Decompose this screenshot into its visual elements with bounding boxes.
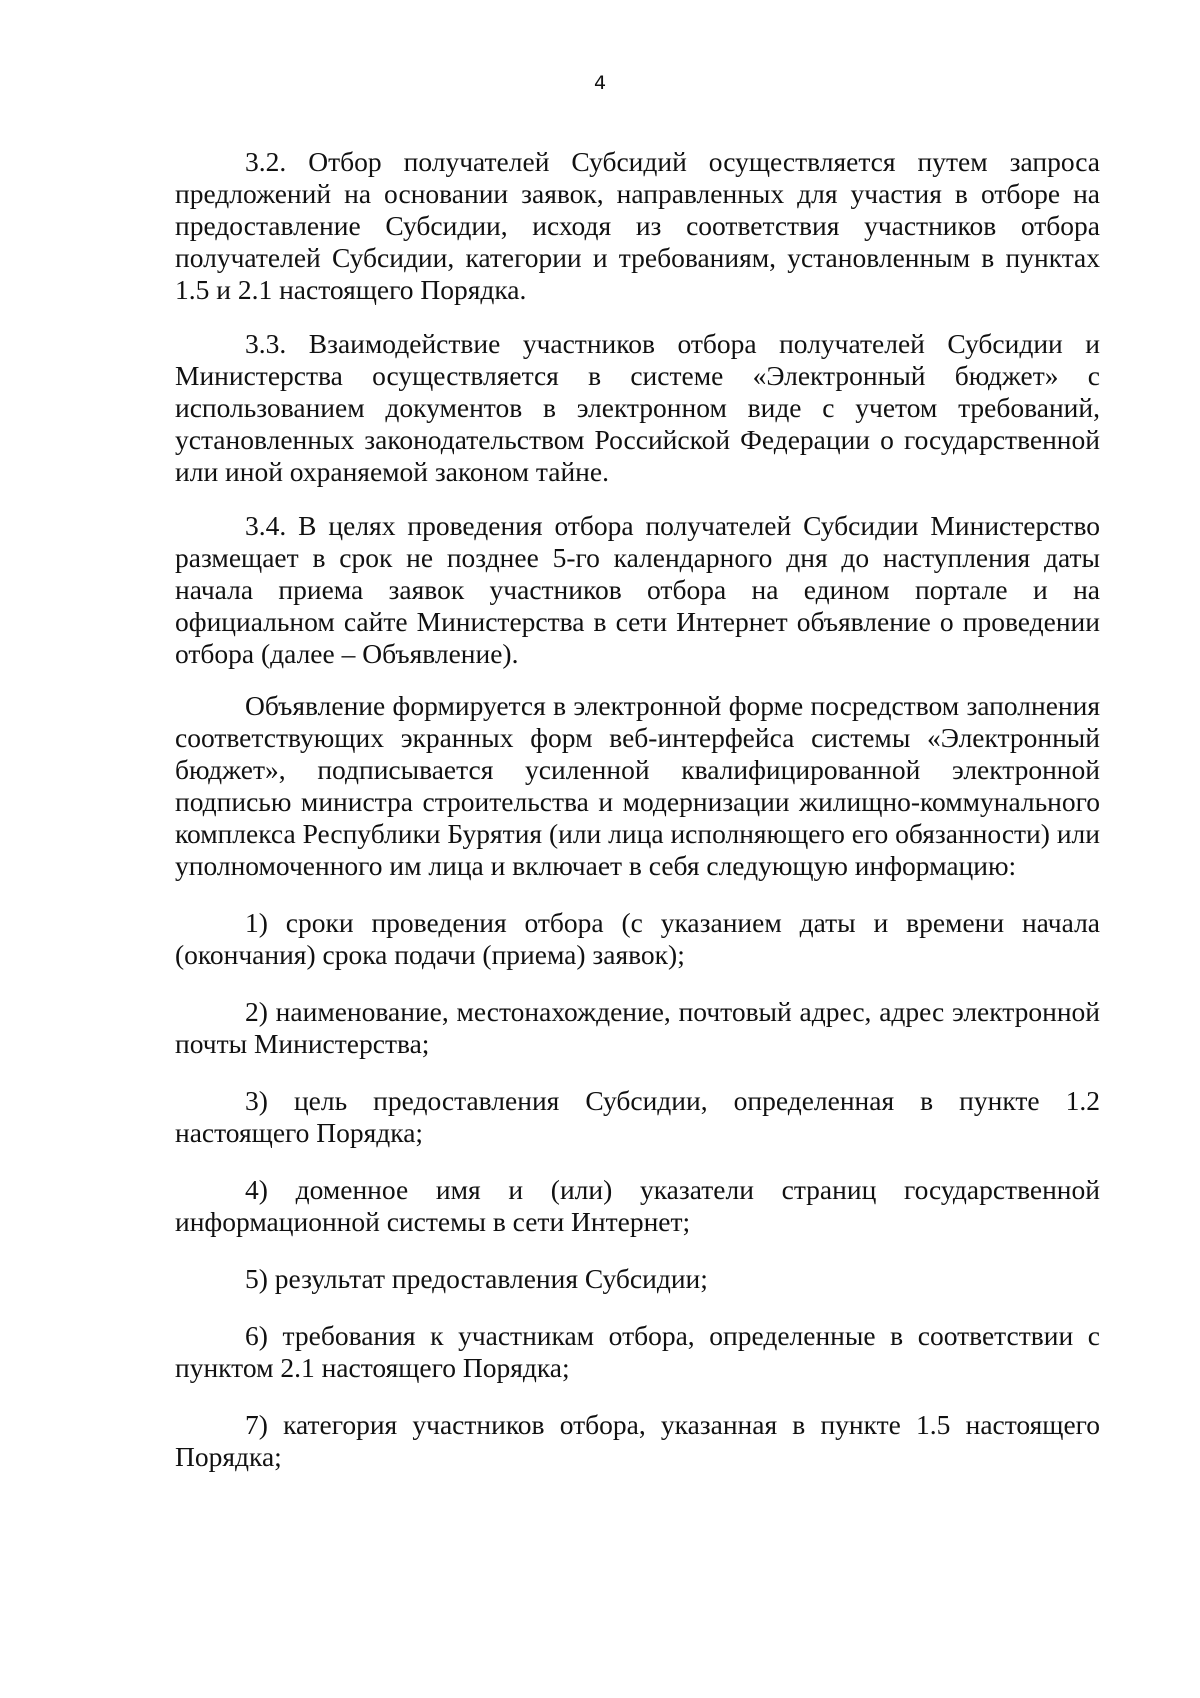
- list-item-7: 7) категория участников отбора, указанная в пункте 1.5 настоящего Порядка;: [175, 1409, 1100, 1472]
- list-item-2: 2) наименование, местонахождение, почтовый адрес, адрес электронной почты Министерства;: [175, 996, 1100, 1059]
- list-item-3: 3) цель предоставления Субсидии, определенная в пункте 1.2 настоящего Порядка;: [175, 1085, 1100, 1148]
- page-number: 4: [593, 72, 607, 94]
- paragraph-3-3: 3.3. Взаимодействие участников отбора получателей Субсидии и Министерства осуществляется в системе «Электронный бюджет» с использованием документов в электронном виде с учетом требований, установленных законодательством Российской Федерации о государственной или иной охраняемой законом тайне.: [175, 328, 1100, 487]
- paragraph-3-4: 3.4. В целях проведения отбора получателей Субсидии Министерство размещает в срок не позднее 5-го календарного дня до наступления даты начала приема заявок участников отбора на едином портале и на официальном сайте Министерства в сети Интернет объявление о проведении отбора (далее – Объявление).: [175, 510, 1100, 669]
- list-item-5: 5) результат предоставления Субсидии;: [245, 1263, 708, 1294]
- list-item-4: 4) доменное имя и (или) указатели страниц государственной информационной системы в сети Интернет;: [175, 1174, 1100, 1237]
- paragraph-announcement: Объявление формируется в электронной форме посредством заполнения соответствующих экранных форм веб-интерфейса системы «Электронный бюджет», подписывается усиленной квалифицированной электронной подписью министра строительства и модернизации жилищно-коммунального комплекса Республики Бурятия (или лица исполняющего его обязанности) или уполномоченного им лица и включает в себя следующую информацию:: [175, 690, 1100, 881]
- paragraph-3-2: 3.2. Отбор получателей Субсидий осуществляется путем запроса предложений на основании заявок, направленных для участия в отборе на предоставление Субсидии, исходя из соответствия участников отбора получателей Субсидии, категории и требованиям, установленным в пунктах 1.5 и 2.1 настоящего Порядка.: [175, 146, 1100, 305]
- document-body: [175, 146, 1100, 1473]
- list-item-1: 1) сроки проведения отбора (с указанием даты и времени начала (окончания) срока подачи (приема) заявок);: [175, 907, 1100, 970]
- list-item-6: 6) требования к участникам отбора, определенные в соответствии с пунктом 2.1 настоящего Порядка;: [175, 1320, 1100, 1383]
